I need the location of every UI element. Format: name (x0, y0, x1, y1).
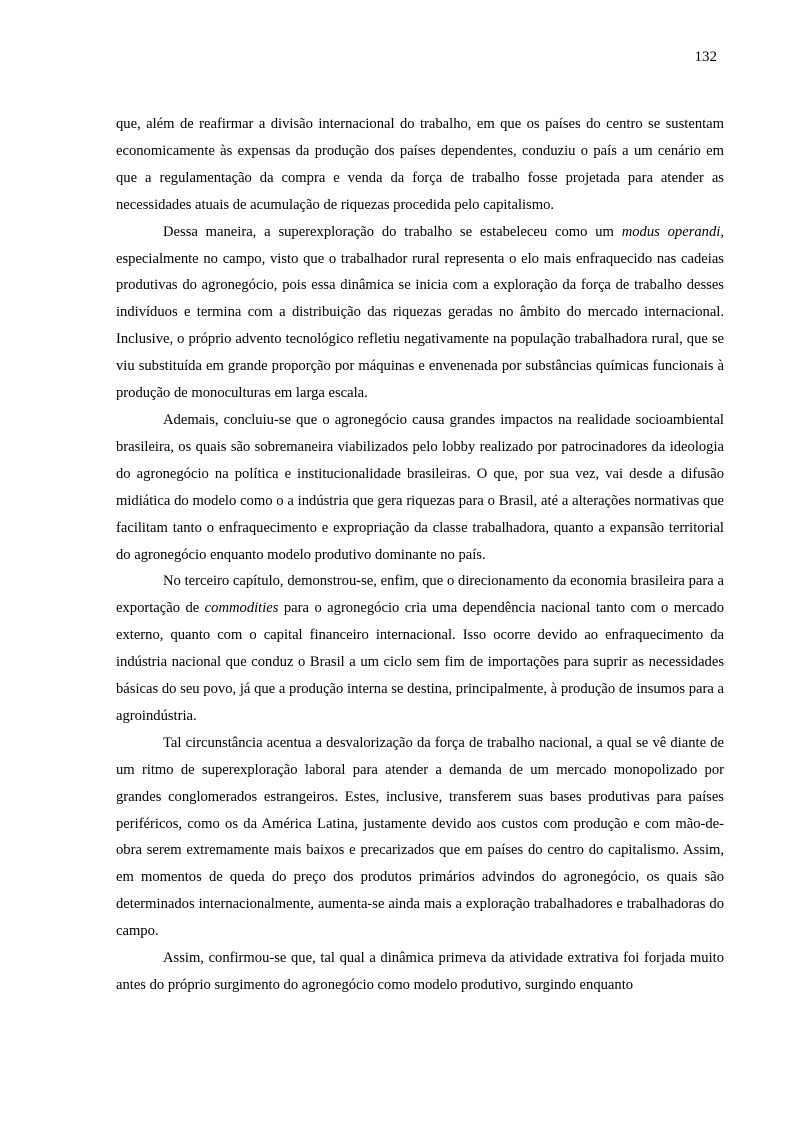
text-segment: Dessa maneira, a superexploração do trabalho se estabeleceu como um (163, 223, 622, 240)
body-text (116, 111, 724, 999)
text-segment: Ademais, concluiu-se que o agronegócio causa grandes impactos na realidade socioambiental brasileira, os quais são sobremaneira viabilizados pelo lobby realizado por patrocinadores da ideologia do agronegócio na política e institucionalidade brasileiras. O que, por sua vez, vai desde a difusão midiática do modelo como o a indústria que gera riquezas para o Brasil, até a alterações normativas que facilitam tanto o enfraquecimento e expropriação da classe trabalhadora, quanto a expansão territorial do agronegócio enquanto modelo produtivo dominante no país. (116, 411, 724, 563)
page-number: 132 (694, 49, 717, 65)
paragraph-2 (116, 219, 724, 407)
text-segment: Assim, confirmou-se que, tal qual a dinâmica primeva da atividade extrativa foi forjada muito antes do próprio surgimento do agronegócio como modelo produtivo, surgindo enquanto (116, 950, 724, 993)
text-segment: que, além de reafirmar a divisão internacional do trabalho, em que os países do centro se sustentam economicamente às expensas da produção dos países dependentes, conduziu o país a um cenário em que a regulamentação da compra e venda da força de trabalho fosse projetada para atender as necessidades atuais de acumulação de riquezas procedida pelo capitalismo. (116, 116, 724, 213)
paragraph-5 (116, 730, 724, 945)
text-segment: , especialmente no campo, visto que o trabalhador rural representa o elo mais enfraquecido nas cadeias produtivas do agronegócio, pois essa dinâmica se inicia com a exploração da força de trabalho desses indivíduos e termina com a distribuição das riquezas geradas no âmbito do mercado internacional. Inclusive, o próprio advento tecnológico refletiu negativamente na população trabalhadora rural, que se viu substituída em grande proporção por máquinas e envenenada por substâncias químicas funcionais à produção de monoculturas em larga escala. (116, 223, 724, 402)
text-segment: para o agronegócio cria uma dependência nacional tanto com o mercado externo, quanto com o capital financeiro internacional. Isso ocorre devido ao enfraquecimento da indústria nacional que conduz o Brasil a um ciclo sem fim de importações para suprir as necessidades básicas do seu povo, já que a produção interna se destina, principalmente, à produção de insumos para a agroindústria. (116, 600, 724, 724)
paragraph-6 (116, 945, 724, 999)
paragraph-3 (116, 407, 724, 568)
italic-term: modus operandi (621, 223, 721, 240)
text-segment: No terceiro capítulo, demonstrou-se, enfim, que o direcionamento da economia brasileira para a exportação de (116, 573, 724, 617)
text-segment: Tal circunstância acentua a desvalorização da força de trabalho nacional, a qual se vê diante de um ritmo de superexploração laboral para atender a demanda de um mercado monopolizado por grandes conglomerados estrangeiros. Estes, inclusive, transferem suas bases produtivas para países periféricos, como os da América Latina, justamente devido aos custos com produção e com mão-de-obra serem extremamente mais baixos e precarizados que em países do centro do capitalismo. Assim, em momentos de queda do preço dos produtos primários advindos do agronegócio, os quais são determinados internacionalmente, aumenta-se ainda mais a exploração trabalhadores e trabalhadoras do campo. (116, 734, 724, 940)
italic-term: commodities (204, 600, 279, 617)
paragraph-4 (116, 568, 724, 729)
paragraph-1 (116, 111, 724, 219)
